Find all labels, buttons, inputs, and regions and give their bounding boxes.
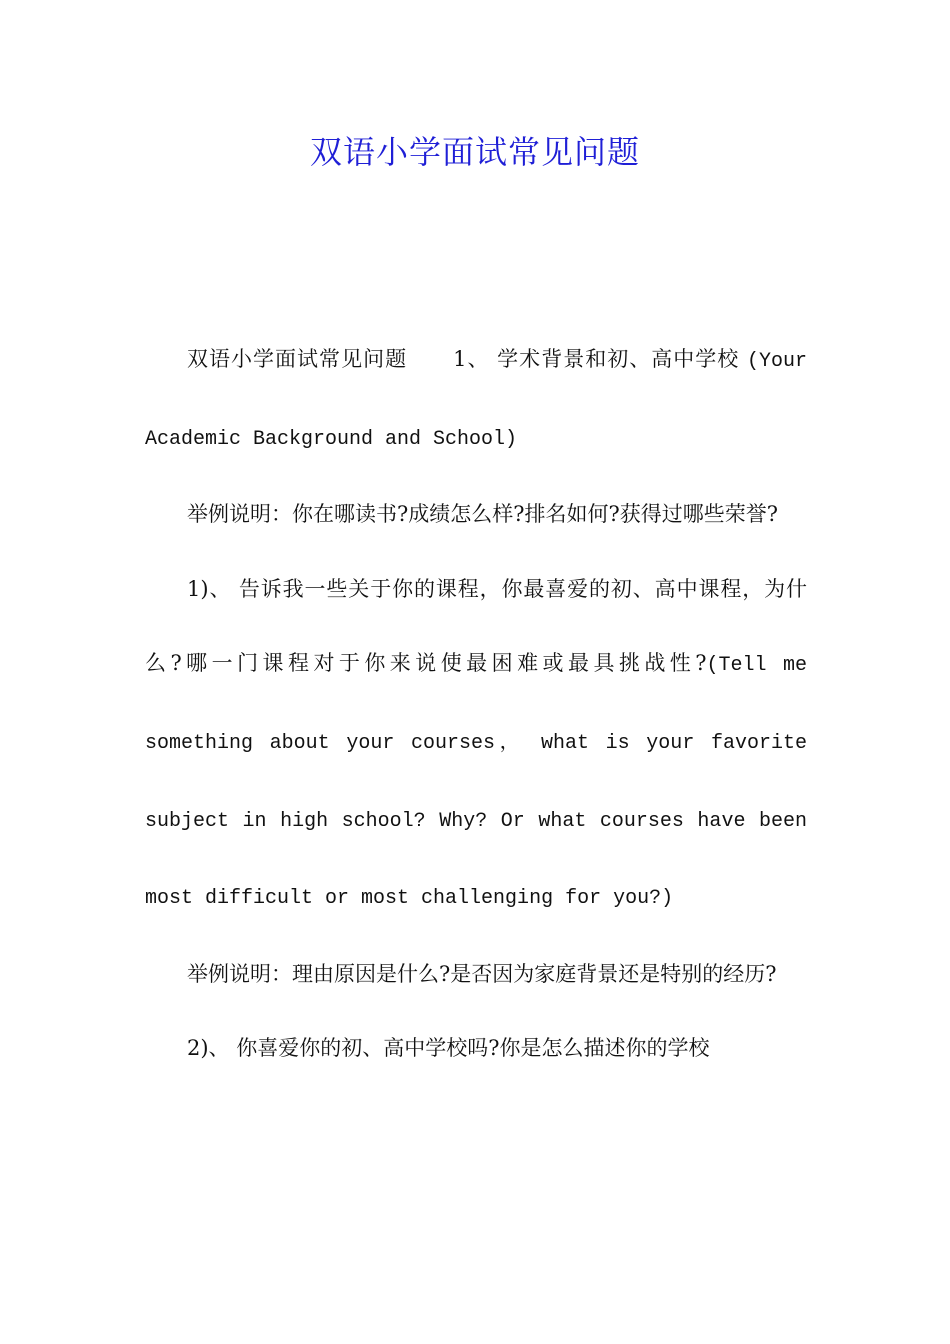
paragraph-intro <box>145 322 807 477</box>
paragraph-question-1 <box>145 552 807 937</box>
document-title: 双语小学面试常见问题 <box>309 133 640 171</box>
intro-heading: 双语小学面试常见问题 <box>187 347 408 371</box>
paragraph-example-1: 举例说明：你在哪读书?成绩怎么样?排名如何?获得过哪些荣誉? <box>187 502 779 527</box>
intro-english: (Your Academic Background and School) <box>145 350 807 451</box>
document-body <box>145 322 807 1086</box>
intro-item: 1、 学术背景和初、高中学校 <box>453 347 740 371</box>
question-1-chinese: 1)、 告诉我一些关于你的课程，你最喜爱的初、高中课程，为什么?哪一门课程对于你来说使最困难或最具挑战性? <box>145 576 807 676</box>
paragraph-question-2: 2)、 你喜爱你的初、高中学校吗?你是怎么描述你的学校 <box>187 1036 710 1061</box>
paragraph-example-2: 举例说明：理由原因是什么?是否因为家庭背景还是特别的经历? <box>187 961 777 986</box>
question-1-english: (Tell me something about your courses， what is your favorite subject in high school? Why? Or what courses have been most difficult or most challenging for you?) <box>145 654 807 911</box>
